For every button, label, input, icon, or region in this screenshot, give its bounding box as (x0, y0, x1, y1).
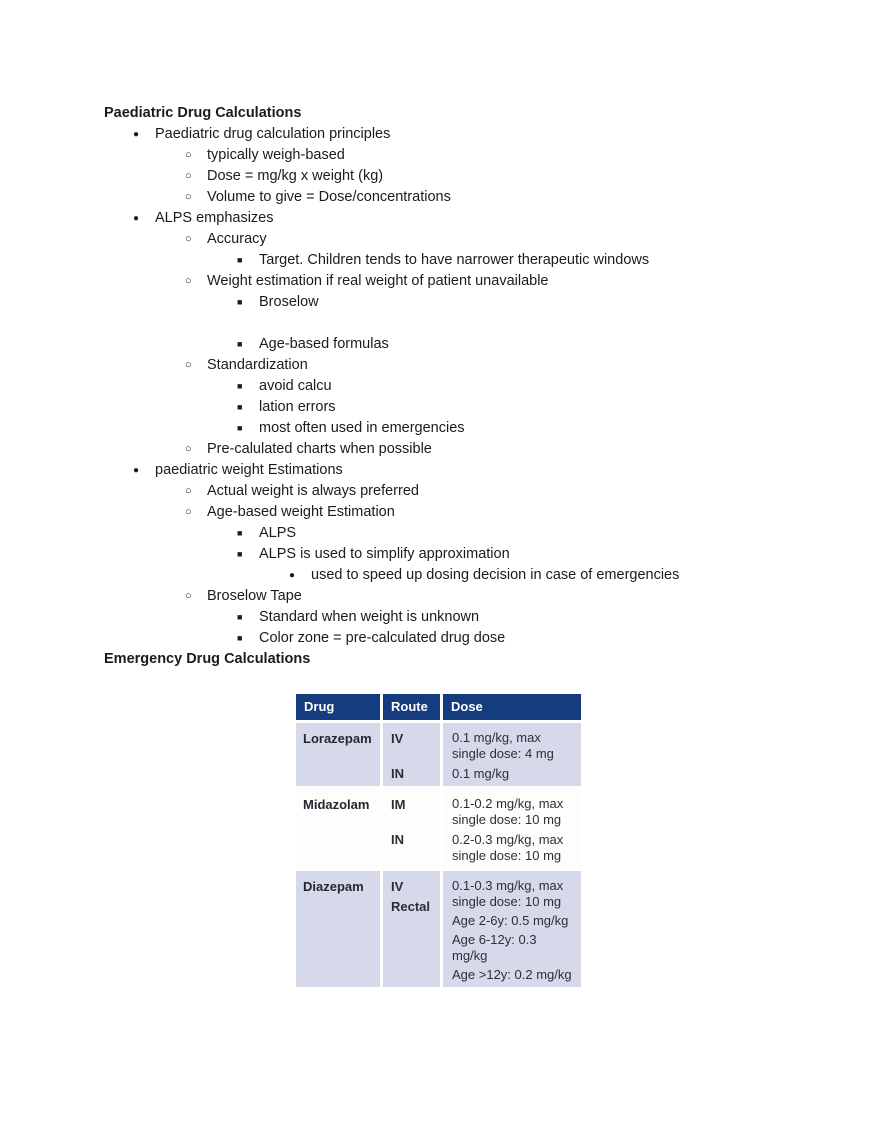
dose-text: Age >12y: 0.2 mg/kg (452, 967, 572, 982)
outline-item (0, 229, 880, 250)
table-header-dose: Dose (443, 694, 581, 720)
route-label: IM (391, 797, 406, 812)
outline-item-text: lation errors (259, 399, 336, 415)
drug-table-body (296, 723, 581, 987)
section-heading-emergency: Emergency Drug Calculations (104, 651, 311, 667)
route-cell (383, 766, 440, 786)
hollow-circle-bullet: ○ (185, 443, 192, 455)
hollow-circle-bullet: ○ (185, 149, 192, 161)
dose-cell (443, 832, 581, 868)
dose-text: 0.1 mg/kg, max single dose: 4 mg (452, 730, 554, 761)
dose-text: 0.1-0.3 mg/kg, max single dose: 10 mg (452, 878, 564, 909)
row-entries (383, 871, 581, 987)
outline-item (0, 208, 880, 229)
table-header-drug: Drug (296, 694, 380, 720)
outline-item (0, 502, 880, 523)
dose-cell (443, 871, 581, 987)
outline-item-text: used to speed up dosing decision in case of emergencies (311, 567, 680, 583)
outline-item-text: paediatric weight Estimations (155, 462, 343, 478)
hollow-circle-bullet: ○ (185, 170, 192, 182)
square-bullet: ■ (237, 255, 243, 265)
dose-text: 0.1 mg/kg (452, 766, 510, 781)
outline-item (0, 460, 880, 481)
outline-item-text: avoid calcu (259, 378, 332, 394)
outline-item-text: Dose = mg/kg x weight (kg) (207, 168, 384, 184)
outline-blank-line (0, 313, 880, 334)
route-cell (383, 832, 440, 868)
outline-item (0, 376, 880, 397)
outline-item (0, 439, 880, 460)
outline-item-text: Paediatric drug calculation principles (155, 126, 391, 142)
outline-item (0, 523, 880, 544)
dose-text: 0.2-0.3 mg/kg, max single dose: 10 mg (452, 832, 564, 863)
hollow-circle-bullet: ○ (185, 275, 192, 287)
route-label: IV (391, 731, 404, 746)
route-label: IN (391, 766, 404, 781)
hollow-circle-bullet: ○ (185, 506, 192, 518)
square-bullet: ■ (237, 402, 243, 412)
dose-cell (443, 723, 581, 766)
square-bullet: ■ (237, 612, 243, 622)
drug-table-row (296, 871, 581, 987)
outline-item (0, 292, 880, 313)
outline-item (0, 145, 880, 166)
outline-item (0, 124, 880, 145)
outline-item-text: ALPS is used to simplify approximation (259, 546, 510, 562)
outline-item (0, 271, 880, 292)
route-dose-entry (383, 789, 581, 832)
outline-item-text: Color zone = pre-calculated drug dose (259, 630, 506, 646)
route-label: IV (391, 879, 404, 894)
outline-item-text: Pre-calulated charts when possible (207, 441, 432, 457)
outline (0, 124, 880, 649)
filled-circle-bullet: ● (133, 465, 140, 476)
route-label: IN (391, 832, 404, 847)
filled-circle-bullet: ● (133, 129, 140, 140)
outline-item (0, 628, 880, 649)
outline-item (0, 397, 880, 418)
route-label: Rectal (391, 899, 431, 914)
outline-item (0, 481, 880, 502)
hollow-circle-bullet: ○ (185, 590, 192, 602)
dose-text: 0.1-0.2 mg/kg, max single dose: 10 mg (452, 796, 564, 827)
route-dose-entry (383, 832, 581, 868)
section-heading-paediatric: Paediatric Drug Calculations (104, 105, 302, 121)
route-cell (383, 789, 440, 832)
square-bullet: ■ (237, 381, 243, 391)
outline-item-text: Standard when weight is unknown (259, 609, 480, 625)
square-bullet: ■ (237, 339, 243, 349)
outline-item-text: Broselow (259, 294, 319, 310)
dose-cell (443, 766, 581, 786)
drug-name-cell: Lorazepam (296, 723, 380, 786)
outline-item-text: Age-based weight Estimation (207, 504, 395, 520)
row-entries (383, 789, 581, 868)
hollow-circle-bullet: ○ (185, 359, 192, 371)
route-cell (383, 871, 440, 987)
outline-item-text: Volume to give = Dose/concentrations (207, 189, 451, 205)
row-entries (383, 723, 581, 786)
dose-cell (443, 789, 581, 832)
square-bullet: ■ (237, 633, 243, 643)
filled-circle-bullet: ● (289, 570, 296, 581)
drug-table-row (296, 723, 581, 786)
filled-circle-bullet: ● (133, 213, 140, 224)
outline-item-text: ALPS emphasizes (155, 210, 274, 226)
drug-table-header-row (296, 694, 581, 720)
dose-text: Age 2-6y: 0.5 mg/kg (452, 913, 569, 928)
outline-item-text: Weight estimation if real weight of patient unavailable (207, 273, 549, 289)
outline-item (0, 544, 880, 565)
outline-item-text: ALPS (259, 525, 297, 541)
outline-item-text: Age-based formulas (259, 336, 389, 352)
square-bullet: ■ (237, 549, 243, 559)
hollow-circle-bullet: ○ (185, 485, 192, 497)
outline-item-text: Target. Children tends to have narrower therapeutic windows (259, 252, 650, 268)
dose-text: Age 6-12y: 0.3 mg/kg (452, 932, 537, 963)
drug-name-cell: Midazolam (296, 789, 380, 868)
outline-item-text: Broselow Tape (207, 588, 302, 604)
table-header-route: Route (383, 694, 440, 720)
outline-item-text: typically weigh-based (207, 147, 345, 163)
outline-item-text: most often used in emergencies (259, 420, 465, 436)
hollow-circle-bullet: ○ (185, 191, 192, 203)
outline-item (0, 418, 880, 439)
route-dose-entry (383, 871, 581, 987)
outline-item (0, 355, 880, 376)
route-cell (383, 723, 440, 766)
outline-item (0, 166, 880, 187)
square-bullet: ■ (237, 423, 243, 433)
outline-item (0, 334, 880, 355)
emergency-drug-table (296, 694, 581, 987)
drug-name-cell: Diazepam (296, 871, 380, 987)
outline-item (0, 586, 880, 607)
drug-table-row (296, 789, 581, 868)
route-dose-entry (383, 723, 581, 766)
square-bullet: ■ (237, 297, 243, 307)
route-dose-entry (383, 766, 581, 786)
outline-item (0, 187, 880, 208)
hollow-circle-bullet: ○ (185, 233, 192, 245)
outline-item (0, 565, 880, 586)
outline-item-text: Actual weight is always preferred (207, 483, 419, 499)
square-bullet: ■ (237, 528, 243, 538)
outline-item (0, 250, 880, 271)
outline-item (0, 607, 880, 628)
outline-item-text: Accuracy (207, 231, 267, 247)
outline-item-text: Standardization (207, 357, 308, 373)
